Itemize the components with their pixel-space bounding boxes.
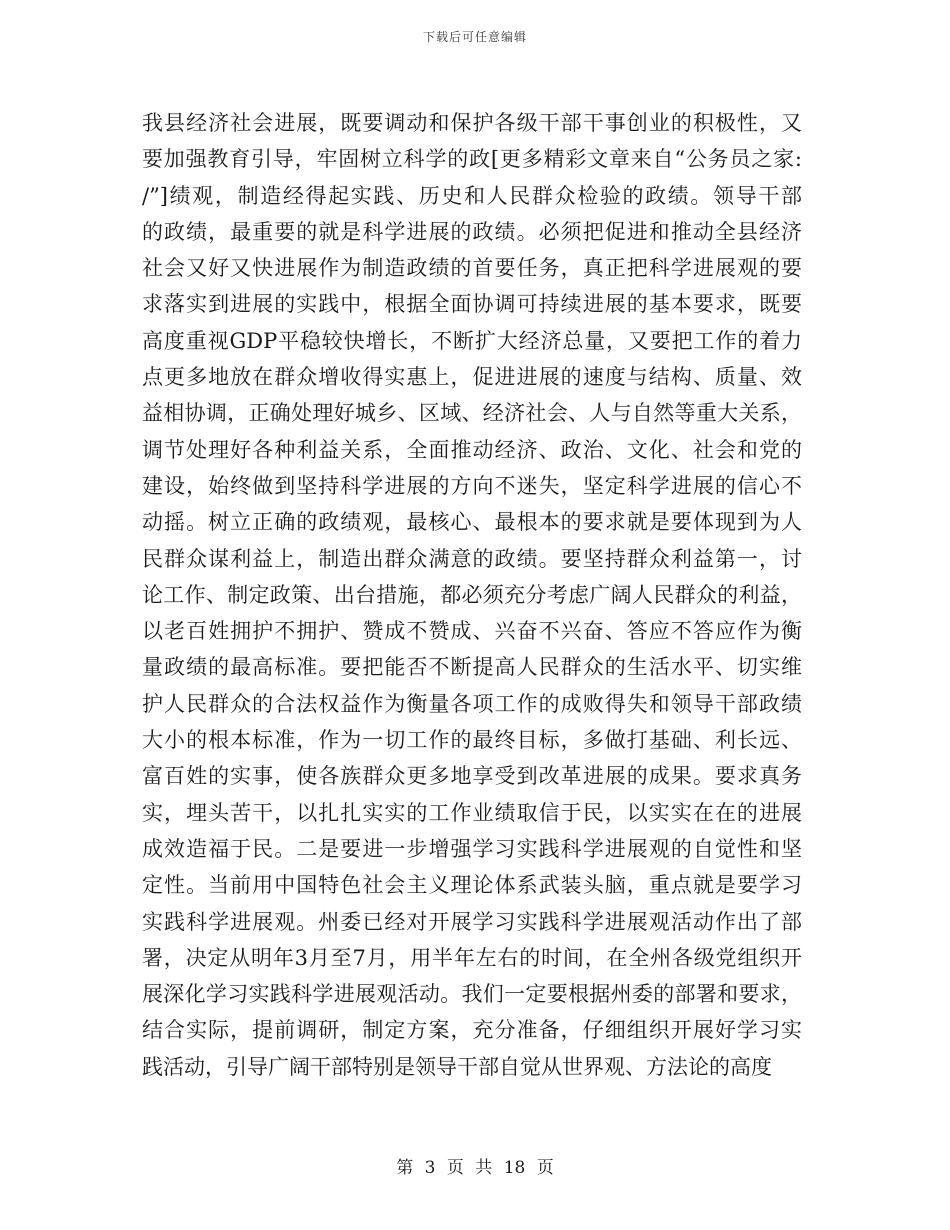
text-line-24: 署，决定从明年3月至7月，用半年左右的时间，在全州各级党组织开 bbox=[142, 945, 802, 970]
text-line-22: 定性。当前用中国特色社会主义理论体系武装头脑，重点就是要学习 bbox=[142, 873, 802, 898]
text-line-23: 实践科学进展观。州委已经对开展学习实践科学进展观活动作出了部 bbox=[142, 909, 802, 934]
text-line-12: 动摇。树立正确的政绩观，最核心、最根本的要求就是要体现到为人 bbox=[142, 510, 802, 535]
text-line-25: 展深化学习实践科学进展观活动。我们一定要根据州委的部署和要求， bbox=[142, 982, 802, 1007]
text-line-2: 要加强教育引导，牢固树立科学的政[更多精彩文章来自“公务员之家: bbox=[142, 147, 802, 172]
text-line-8: 点更多地放在群众增收得实惠上，促进进展的速度与结构、质量、效 bbox=[142, 365, 802, 390]
text-line-1: 我县经济社会进展，既要调动和保护各级干部干事创业的积极性，又 bbox=[142, 111, 802, 135]
text-line-14: 论工作、制定政策、出台措施，都必须充分考虑广阔人民群众的利益， bbox=[142, 582, 802, 607]
text-line-27: 践活动，引导广阔干部特别是领导干部自觉从世界观、方法论的高度 bbox=[142, 1054, 772, 1079]
document-body bbox=[142, 105, 802, 1085]
text-line-16: 量政绩的最高标准。要把能否不断提高人民群众的生活水平、切实维 bbox=[142, 655, 802, 680]
text-line-13: 民群众谋利益上，制造出群众满意的政绩。要坚持群众利益第一，讨 bbox=[142, 546, 802, 571]
text-line-26: 结合实际，提前调研，制定方案，充分准备，仔细组织开展好学习实 bbox=[142, 1018, 802, 1043]
text-line-21: 成效造福于民。二是要进一步增强学习实践科学进展观的自觉性和坚 bbox=[142, 836, 802, 861]
text-line-15: 以老百姓拥护不拥护、赞成不赞成、兴奋不兴奋、答应不答应作为衡 bbox=[142, 619, 802, 644]
text-line-20: 实，埋头苦干，以扎扎实实的工作业绩取信于民，以实实在在的进展 bbox=[142, 800, 802, 825]
text-line-18: 大小的根本标准，作为一切工作的最终目标，多做打基础、利长远、 bbox=[142, 728, 802, 753]
page-header-note: 下载后可任意编辑 bbox=[422, 30, 527, 44]
text-line-3: /”]绩观，制造经得起实践、历史和人民群众检验的政绩。领导干部 bbox=[142, 183, 802, 208]
text-line-17: 护人民群众的合法权益作为衡量各项工作的成败得失和领导干部政绩 bbox=[142, 691, 802, 716]
text-line-7: 高度重视GDP平稳较快增长，不断扩大经济总量，又要把工作的着力 bbox=[142, 328, 802, 353]
text-line-4: 的政绩，最重要的就是科学进展的政绩。必须把促进和推动全县经济 bbox=[142, 219, 802, 244]
page-number: 第 3 页 共 18 页 bbox=[396, 1158, 554, 1178]
text-line-6: 求落实到进展的实践中，根据全面协调可持续进展的基本要求，既要 bbox=[142, 292, 802, 317]
text-line-10: 调节处理好各种利益关系，全面推动经济、政治、文化、社会和党的 bbox=[142, 437, 802, 462]
text-line-9: 益相协调，正确处理好城乡、区域、经济社会、人与自然等重大关系， bbox=[142, 401, 802, 426]
text-line-11: 建设，始终做到坚持科学进展的方向不迷失，坚定科学进展的信心不 bbox=[142, 473, 802, 498]
text-line-19: 富百姓的实事，使各族群众更多地享受到改革进展的成果。要求真务 bbox=[142, 764, 802, 789]
text-line-5: 社会又好又快进展作为制造政绩的首要任务，真正把科学进展观的要 bbox=[142, 256, 802, 281]
